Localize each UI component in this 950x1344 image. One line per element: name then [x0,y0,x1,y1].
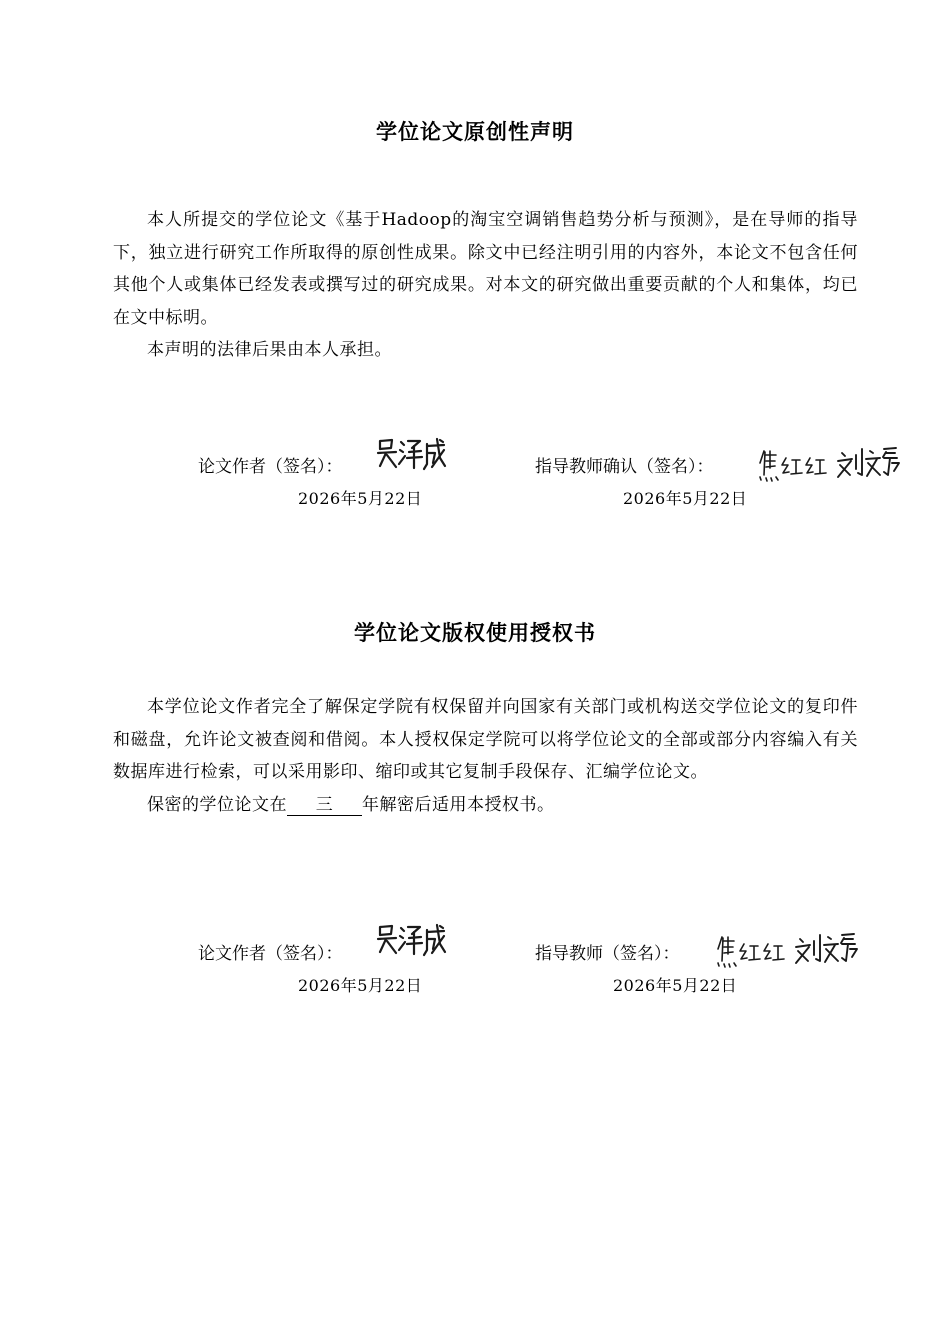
declaration-title: 学位论文原创性声明 [376,120,574,144]
authorization-advisor-signature [714,929,858,971]
authorization-body [113,691,858,821]
secrecy-statement [113,789,858,822]
authorization-author-label: 论文作者（签名）： [198,944,343,964]
declaration-author-signature [374,436,448,472]
declaration-paragraph-1: 本人所提交的学位论文《基于Hadoop的淘宝空调销售趋势分析与预测》，是在导师的指导下，独立进行研究工作所取得的原创性成果。除文中已经注明引用的内容外，本论文不包含任何其他个人或集体已经发表或撰写过的研究成果。对本文的研究做出重要贡献的个人和集体，均已在文中标明。 [113,210,858,328]
authorization-advisor-date: 2026年5月22日 [613,976,738,995]
declaration-advisor-signature [756,443,900,485]
declaration-paragraph-2: 本声明的法律后果由本人承担。 [147,340,392,360]
authorization-paragraph-1: 本学位论文作者完全了解保定学院有权保留并向国家有关部门或机构送交学位论文的复印件和磁盘，允许论文被查阅和借阅。本人授权保定学院可以将学位论文的全部或部分内容编入有关数据库进行检索，可以采用影印、缩印或其它复制手段保存、汇编学位论文。 [113,697,858,782]
declaration-author-label: 论文作者（签名）： [198,457,343,477]
declaration-advisor-label: 指导教师确认（签名）： [535,457,714,477]
declaration-author-date: 2026年5月22日 [298,489,423,508]
declaration-body [113,204,858,367]
declaration-advisor-date: 2026年5月22日 [623,489,748,508]
authorization-title: 学位论文版权使用授权书 [354,621,596,645]
secrecy-prefix: 保密的学位论文在 [147,794,287,815]
secrecy-years-field: 三 [287,795,362,816]
authorization-author-date: 2026年5月22日 [298,976,423,995]
authorization-advisor-label: 指导教师（签名）： [535,944,680,964]
secrecy-suffix: 年解密后适用本授权书。 [362,794,555,815]
authorization-author-signature [374,922,448,958]
